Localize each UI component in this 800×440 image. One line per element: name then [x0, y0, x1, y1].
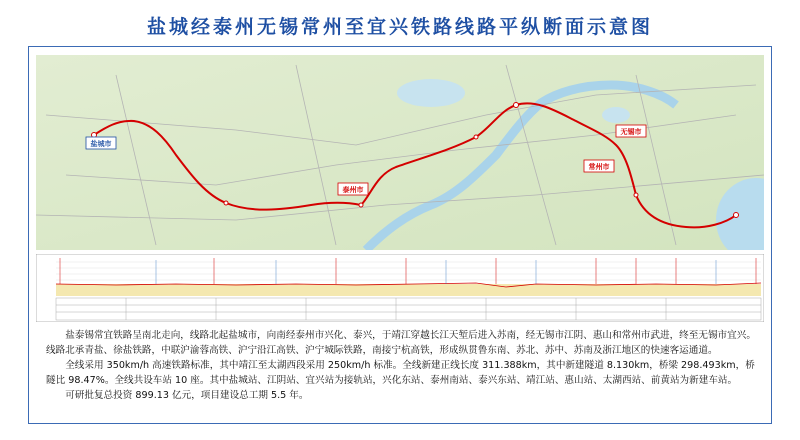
city-flag-taizhou: [338, 183, 368, 195]
description-paragraph-3: 可研批复总投资 899.13 亿元，项目建设总工期 5.5 年。: [65, 390, 309, 401]
route-map: [36, 55, 764, 250]
station-marker: [734, 213, 739, 218]
station-marker: [224, 201, 228, 205]
lake: [602, 107, 630, 123]
station-marker: [634, 193, 638, 197]
city-flag-changzhou: [584, 160, 614, 172]
longitudinal-profile: [36, 254, 764, 322]
description-paragraph-2: 全线采用 350km/h 高速铁路标准，其中靖江至太湖西段采用 250km/h 标准。全线新建正线长度 311.388km，其中新建隧道 8.130km，桥梁 298.493km，桥: [65, 360, 755, 371]
description-paragraph-2b: 隧比 98.47%。全线共设车站 10 座。其中盐城站、江阴站、宜兴站为接轨站，兴化东站、泰州南站、泰兴东站、靖江站、惠山站、太湖西站、前黄站为新建车站。: [46, 375, 738, 386]
station-marker: [474, 135, 478, 139]
ground-band: [56, 284, 761, 296]
page-title: 盐城经泰州无锡常州至宜兴铁路线路平纵断面示意图: [146, 16, 653, 38]
station-marker: [359, 203, 363, 207]
description-paragraph-1b: 线路北承青盐、徐盐铁路，中联沪渝蓉高铁、沪宁沿江高铁、沪宁城际铁路，南接宁杭高铁，形成纵贯鲁东南、苏北、苏中、苏南及浙江地区的快速客运通道。: [46, 345, 718, 356]
city-label-yancheng: 盐城市: [90, 140, 112, 148]
project-description: [46, 328, 756, 403]
description-paragraph-1: 盐泰锡常宜铁路呈南北走向，线路北起盐城市，向南经泰州市兴化、泰兴，于靖江穿越长江天堑后进入苏南，经无锡市江阴、惠山和常州市武进，终至无锡市宜兴。: [65, 330, 756, 341]
city-label-wuxi: 无锡市: [620, 128, 642, 136]
city-flag-yancheng: [86, 137, 116, 149]
lake: [397, 79, 465, 107]
station-marker: [514, 103, 519, 108]
city-label-changzhou: 常州市: [588, 163, 610, 171]
city-label-taizhou: 泰州市: [342, 186, 364, 194]
city-flag-wuxi: [616, 125, 646, 137]
